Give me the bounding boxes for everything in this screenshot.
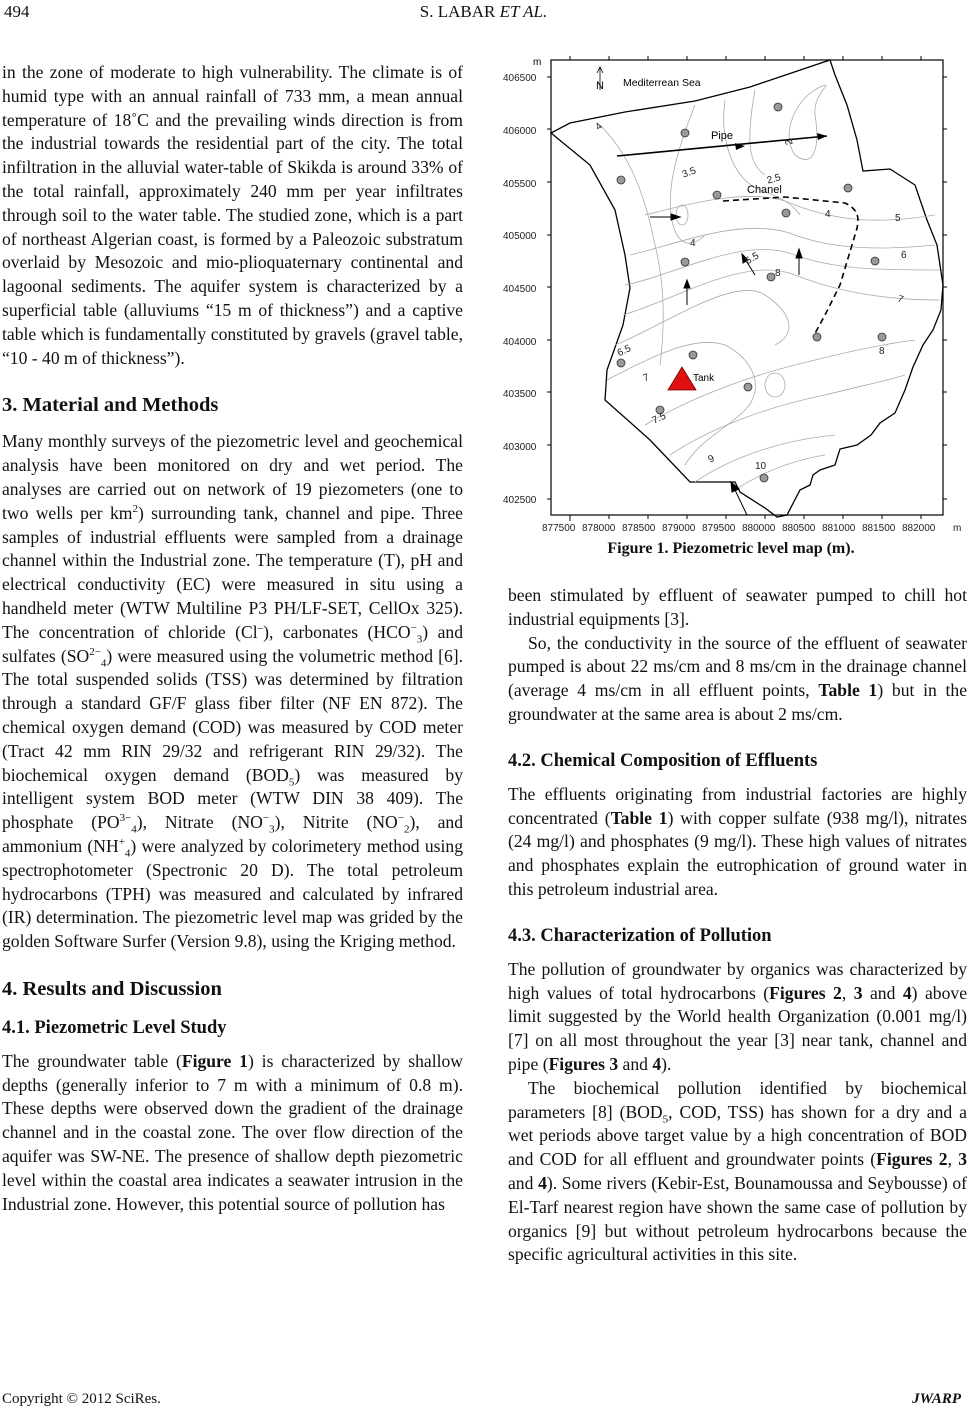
figure-reference-link[interactable]: 4 xyxy=(538,1172,547,1193)
paragraph-conductivity xyxy=(508,632,967,727)
running-header-authors: S. LABAR xyxy=(419,2,496,21)
svg-text:4: 4 xyxy=(593,120,605,133)
section-heading-methods: 3. Material and Methods xyxy=(2,394,219,417)
svg-text:8: 8 xyxy=(775,268,781,279)
figure-reference-link[interactable]: Figure 1 xyxy=(181,1050,248,1071)
svg-text:6.5: 6.5 xyxy=(615,343,633,360)
formula-so4: $SO^{2-}_4$ xyxy=(66,645,107,670)
subscript: 5 xyxy=(288,776,295,789)
svg-text:4: 4 xyxy=(825,209,831,220)
svg-text:7: 7 xyxy=(641,372,651,385)
text: , COD, TSS) has shown for a dry and a wet periods above target value by a high concentration of BOD and COD for all effluent and groundwater points ( xyxy=(508,1101,967,1170)
figure-piezometric-map xyxy=(495,45,967,565)
paragraph-organics: The pollution of groundwater by organics was characterized by high values of total hydrocarbons (Figures 2, 3 and 4) above limit suggested by the World health Organization (0.001 mg/l) [7] on all most throughout the year [3] near tank, channel and pipe (Figures 3 and 4). xyxy=(508,958,967,1074)
text: ) with copper sulfate (938 mg/l), nitrates (24 mg/l) and phosphates (9 mg/l). These high values of nitrates and phosphates explain the eutrophication of ground water in this petroleum industrial area. xyxy=(508,807,967,899)
svg-text:403000: 403000 xyxy=(503,442,537,453)
svg-text:6.5: 6.5 xyxy=(743,250,762,268)
section-heading-results: 4. Results and Discussion xyxy=(2,977,222,1000)
text: ) is characterized by shallow depths (generally inferior to 7 m with a minimum of 0.8 m). These depths were observed down the gradient of the drainage channel and in the coastal zone. The over flow direction of the aquifer was SW-NE. The presence of shallow depth piezometric level within the coastal area indicates a seawater intrusion in the Industrial zone. However, this potential source of pollution has xyxy=(2,1050,463,1214)
figure-reference-link[interactable]: 3 xyxy=(853,982,863,1003)
figure-caption: Figure 1. Piezometric level map (m). xyxy=(607,540,855,557)
paragraph-methods xyxy=(2,430,463,954)
text: Many monthly surveys of the piezometric level and geochemical analysis have been monitored on dry and wet period. The analyses are carried out on network of 19 piezometers (one to two wells per km xyxy=(2,431,463,523)
svg-text:881500: 881500 xyxy=(862,523,896,534)
map-svg xyxy=(495,45,967,540)
right-column xyxy=(508,584,967,1267)
figure-reference-link[interactable]: Figures 2 xyxy=(769,982,842,1003)
text: ) was measured by intelligent system BOD meter (WTW DIN 38 409). The phosphate ( xyxy=(2,764,463,833)
formula-po4: $PO^{3-}_4$ xyxy=(97,812,137,836)
running-header xyxy=(0,2,967,22)
svg-text:879000: 879000 xyxy=(662,523,696,534)
svg-text:880500: 880500 xyxy=(782,523,816,534)
svg-text:m: m xyxy=(953,523,962,534)
svg-text:2: 2 xyxy=(783,138,796,146)
text: The effluents originating from industrial factories are highly concentrated ( xyxy=(508,783,967,828)
svg-text:7: 7 xyxy=(895,293,905,306)
svg-text:3.5: 3.5 xyxy=(680,165,698,181)
svg-text:404500: 404500 xyxy=(503,284,537,295)
copyright-notice: Copyright © 2012 SciRes. xyxy=(2,1391,161,1407)
table-reference-link[interactable]: Table 1 xyxy=(610,807,668,828)
svg-text:7.5: 7.5 xyxy=(650,410,668,427)
svg-text:406500: 406500 xyxy=(503,73,537,84)
text: The pollution of groundwater by organics was characterized by high values of total hydrocarbons ( xyxy=(508,958,967,1003)
svg-text:405000: 405000 xyxy=(503,231,537,242)
text: The groundwater table ( xyxy=(2,1050,182,1071)
pipe-label: Pipe xyxy=(711,130,734,142)
text: So, the conductivity in the source of the effluent of seawater pumped is about 22 ms/cm and 8 ms/cm in the drainage channel (average 4 ms/cm in all effluent points, xyxy=(508,632,967,701)
svg-text:9: 9 xyxy=(706,453,717,466)
figure-reference-link[interactable]: 3 xyxy=(958,1149,967,1170)
text: ), Nitrite ( xyxy=(274,812,373,833)
paragraph-seawater: been stimulated by effluent of seawater pumped to chill hot industrial equipments [3]. xyxy=(508,585,967,629)
table-reference-link[interactable]: Table 1 xyxy=(818,680,878,701)
map-frame xyxy=(551,60,943,515)
text: ), Nitrate ( xyxy=(136,812,238,833)
text: ). Some rivers (Kebir-Est, Bounamoussa and Seybousse) of El-Tarf nearest region have shown the same case of pollution by organics [9] but without petroleum hydrocarbons because the specific agricultural activities in this site. xyxy=(508,1172,967,1265)
subsection-heading-piezometric: 4.1. Piezometric Level Study xyxy=(2,1017,227,1038)
svg-text:880000: 880000 xyxy=(742,523,776,534)
subsection-heading-pollution: 4.3. Characterization of Pollution xyxy=(508,925,772,946)
svg-text:6: 6 xyxy=(901,250,907,261)
svg-text:878500: 878500 xyxy=(622,523,656,534)
svg-text:2.5: 2.5 xyxy=(765,172,783,187)
text: ), carbonates ( xyxy=(263,621,374,642)
svg-text:877500: 877500 xyxy=(542,523,576,534)
channel-label: Chanel xyxy=(747,184,782,196)
subsection-heading-chemical: 4.2. Chemical Composition of Effluents xyxy=(508,750,818,771)
svg-text:402500: 402500 xyxy=(503,495,537,506)
text: ) surrounding tank, channel and pipe. Three samples of industrial effluents were sampled from a drainage channel within the Industrial zone. The temperature (T), pH and electrical conductivity (EC) were measured in situ using a handheld meter (WTW Multiline P3 PH/LF-SET, CellOx 325). The concentration of chloride (Cl xyxy=(2,502,463,642)
text: ) above limit suggested by the World health Organization (0.001 mg/l) [7] on all most throughout the year [3] near tank, channel and pipe ( xyxy=(508,982,967,1074)
paragraph-site-description: in the zone of moderate to high vulnerability. The climate is of humid type with an annual rainfall of 733 mm, a mean annual temperature of 18˚C and the prevailing winds direction is from the industrial towards the residential part of the city. The total infiltration in the alluvial water-table of Skikda is around 33% of the total rainfall, approximately 240 mm per year infiltrates through soil to the water table. The studied zone, which is a part of northeast Algerian coast, is formed by a Paleozoic substratum overlaid by Mesozoic and mio-plioquaternary continental and lagoonal sediments. The aquifer system is characterized by a superficial table (alluviums “15 m of thickness”) and a captive table which is fundamentally constituted by gravels (gravel table, “10 - 40 m of thickness”). xyxy=(2,62,463,368)
running-header-etal: ET AL. xyxy=(499,2,548,21)
paragraph-biochemical: The biochemical pollution identified by biochemical parameters [8] ($BOD_5$, COD, TSS) has shown for a dry and a wet periods above target value by a high concentration of BOD and COD for all effluent and groundwater points (Figures 2, 3 and 4). Some rivers (Kebir-Est, Bounamoussa and Seybousse) of El-Tarf nearest region have shown the same case of pollution by organics [9] but without petroleum hydrocarbons because the specific agricultural activities in this site. xyxy=(508,1077,967,1265)
text: ), and ammonium ( xyxy=(2,812,463,856)
y-unit-label: m xyxy=(533,57,542,68)
svg-text:10: 10 xyxy=(755,461,767,472)
svg-text:881000: 881000 xyxy=(822,523,856,534)
svg-text:N: N xyxy=(596,80,604,92)
svg-text:882000: 882000 xyxy=(902,523,936,534)
left-column xyxy=(2,61,463,1216)
text: The biochemical pollution identified by biochemical parameters [8] (BOD xyxy=(508,1077,967,1122)
svg-text:4: 4 xyxy=(690,238,696,249)
text: ) were measured using the volumetric method [6]. The total suspended solids (TSS) was determined by filtration through a standard GF/F glass fiber filter (NF EN 872). The chemical oxygen demand (COD) was measured by COD meter (Tract 42 mm RIN 29/32 and refrigerant RIN 29/32). The biochemical oxygen demand (BOD xyxy=(2,645,463,785)
formula-nh4: $NH^+_4$ xyxy=(93,835,131,860)
paragraph-piezometric xyxy=(2,1050,463,1217)
svg-text:8: 8 xyxy=(879,346,885,357)
formula-hco3: $HCO^-_3$ xyxy=(373,621,423,646)
tank-label: Tank xyxy=(693,373,715,384)
formula-no3: $NO^-_3$ xyxy=(237,812,275,836)
svg-text:406000: 406000 xyxy=(503,126,537,137)
svg-text:878000: 878000 xyxy=(582,523,616,534)
figure-reference-link[interactable]: 4 xyxy=(652,1053,662,1074)
svg-text:403500: 403500 xyxy=(503,389,537,400)
svg-text:404000: 404000 xyxy=(503,337,537,348)
superscript: – xyxy=(257,621,264,634)
superscript: 2 xyxy=(132,502,138,515)
svg-text:405500: 405500 xyxy=(503,179,537,190)
text: ) were analyzed by colorimetery method using spectrophotometer (Spectronic 20 D). The total petroleum hydrocarbons (TPH) was measured and calculated by infrared (IR) determination. The piezometric level map was grided by the golden Software Surfer (Version 9.8), using the Kriging method. xyxy=(2,835,463,952)
figure-reference-link[interactable]: 4 xyxy=(902,982,912,1003)
text: ) but in the groundwater at the same area is about 2 ms/cm. xyxy=(508,680,967,724)
journal-name: JWARP xyxy=(912,1391,961,1407)
subscript: 5 xyxy=(662,1113,669,1126)
text: ) and sulfates ( xyxy=(2,621,463,666)
paragraph-effluents xyxy=(508,783,967,902)
page-number: 494 xyxy=(4,2,30,21)
figure-reference-link[interactable]: Figures 2 xyxy=(876,1149,948,1170)
figure-reference-link[interactable]: Figures 3 xyxy=(548,1053,619,1074)
svg-text:879500: 879500 xyxy=(702,523,736,534)
formula-no2: $NO^-_2$ xyxy=(372,812,410,836)
svg-text:5: 5 xyxy=(895,213,901,224)
sea-label: Mediterrean Sea xyxy=(623,77,701,89)
